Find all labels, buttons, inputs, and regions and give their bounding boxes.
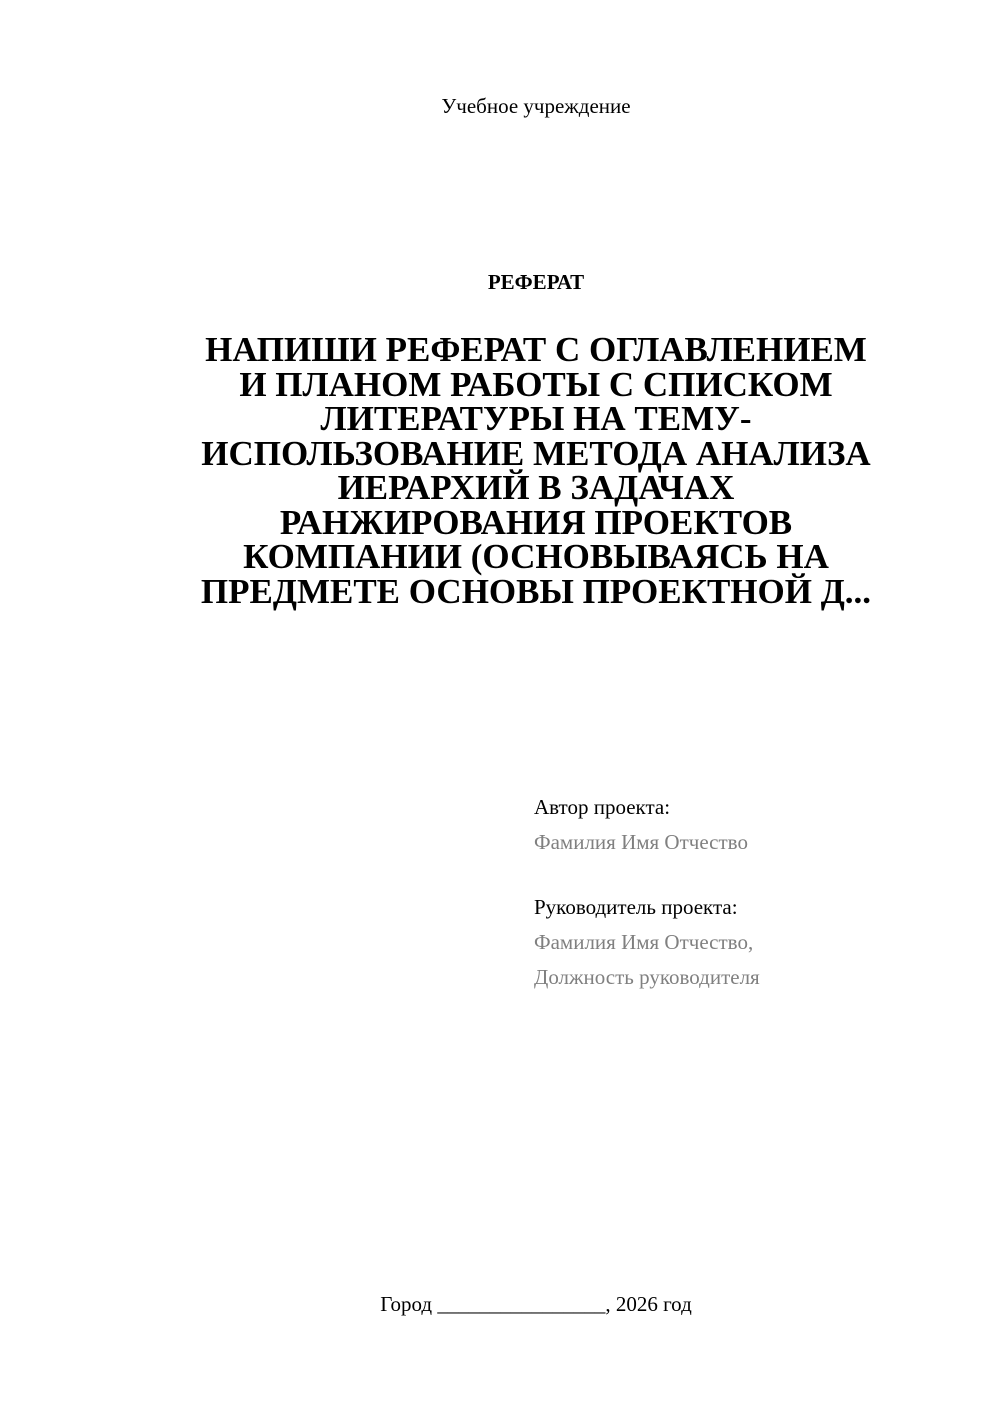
title-line: КОМПАНИИ (ОСНОВЫВАЯСЬ НА [243, 537, 829, 576]
supervisor-position: Должность руководителя [534, 965, 760, 989]
author-label: Автор проекта: [534, 795, 671, 819]
institution-name: Учебное учреждение [441, 94, 631, 118]
supervisor-name: Фамилия Имя Отчество, [534, 930, 754, 954]
city-year-line: Город ________________, 2026 год [380, 1292, 692, 1316]
title-line: РАНЖИРОВАНИЯ ПРОЕКТОВ [279, 502, 793, 542]
title-line: ПРЕДМЕТЕ ОСНОВЫ ПРОЕКТНОЙ Д... [200, 571, 872, 611]
title-line: ЛИТЕРАТУРЫ НА ТЕМУ- [320, 399, 752, 438]
document-title [150, 330, 922, 611]
supervisor-label: Руководитель проекта: [534, 895, 738, 919]
title-line: ИСПОЛЬЗОВАНИЕ МЕТОДА АНАЛИЗА [201, 433, 871, 473]
author-name: Фамилия Имя Отчество [534, 830, 748, 854]
title-line: НАПИШИ РЕФЕРАТ С ОГЛАВЛЕНИЕМ [205, 330, 867, 369]
block-spacer [534, 860, 974, 890]
title-line: И ПЛАНОМ РАБОТЫ С СПИСКОМ [239, 364, 833, 404]
author-block [534, 790, 974, 995]
title-line: ИЕРАРХИЙ В ЗАДАЧАХ [337, 468, 735, 507]
document-type: РЕФЕРАТ [487, 270, 585, 294]
